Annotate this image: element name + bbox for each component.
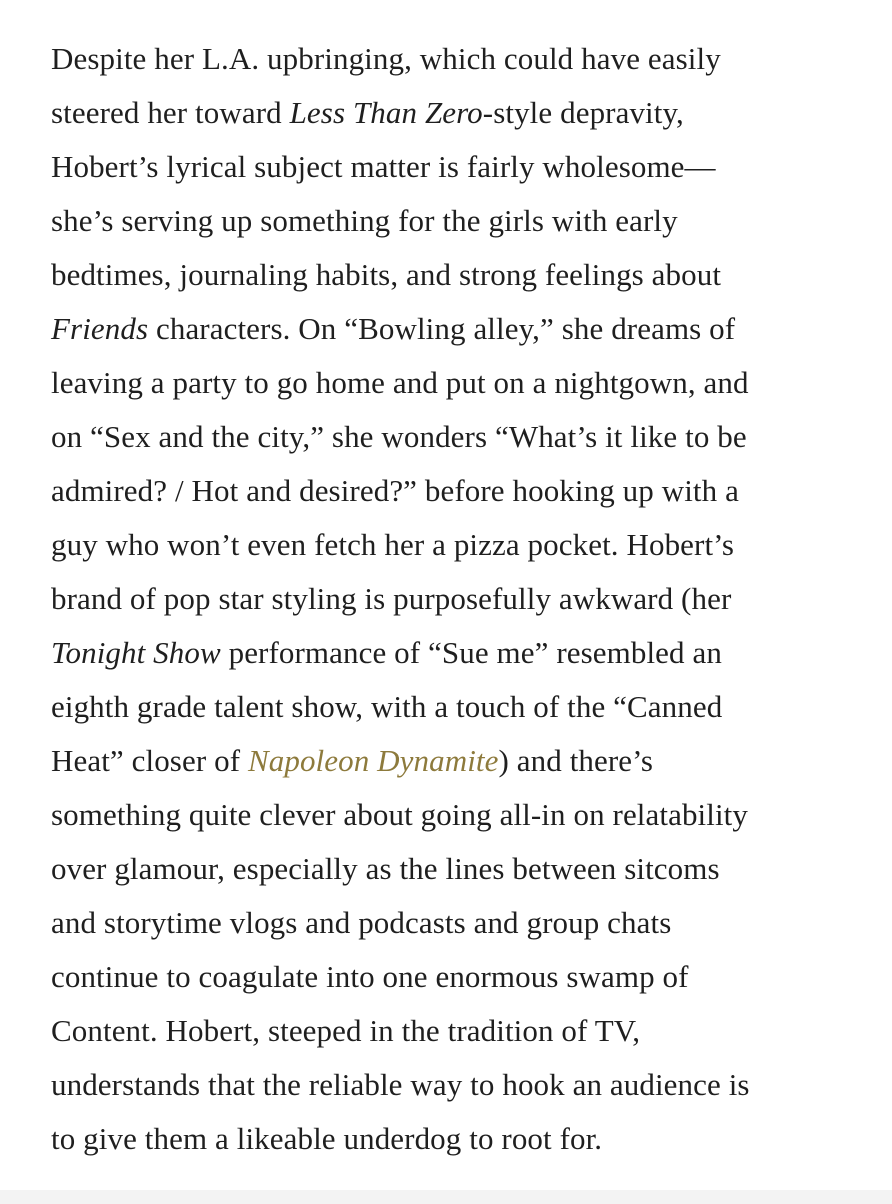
paragraph-line (51, 410, 851, 464)
text-run: eighth grade talent show, with a touch of the “Canned (51, 689, 723, 724)
paragraph-line (51, 194, 851, 248)
text-run: she’s serving up something for the girls with early (51, 203, 678, 238)
paragraph-line (51, 788, 851, 842)
text-run: Hobert’s lyrical subject matter is fairly wholesome— (51, 149, 716, 184)
paragraph-line (51, 680, 851, 734)
text-run: bedtimes, journaling habits, and strong feelings about (51, 257, 722, 292)
paragraph-line (51, 86, 851, 140)
paragraph-line (51, 248, 851, 302)
paragraph-line (51, 1112, 851, 1166)
paragraph-line (51, 356, 851, 410)
text-run: continue to coagulate into one enormous swamp of (51, 959, 689, 994)
paragraph-line (51, 572, 851, 626)
text-run: leaving a party to go home and put on a nightgown, and (51, 365, 749, 400)
text-run: on “Sex and the city,” she wonders “What’s it like to be (51, 419, 747, 454)
page-bottom-strip (0, 1190, 892, 1204)
paragraph-line (51, 140, 851, 194)
italic-title: Less Than Zero (289, 95, 483, 130)
text-run: over glamour, especially as the lines between sitcoms (51, 851, 720, 886)
text-run: -style depravity, (482, 95, 684, 130)
article-paragraph (51, 32, 851, 1166)
text-run: performance of “Sue me” resembled an (220, 635, 722, 670)
text-run: guy who won’t even fetch her a pizza pocket. Hobert’s (51, 527, 735, 562)
text-run: Content. Hobert, steeped in the tradition of TV, (51, 1013, 641, 1048)
text-run: and storytime vlogs and podcasts and group chats (51, 905, 672, 940)
paragraph-line (51, 464, 851, 518)
text-run: characters. On “Bowling alley,” she dreams of (148, 311, 736, 346)
paragraph-line (51, 842, 851, 896)
italic-title: Friends (51, 311, 149, 346)
paragraph-line (51, 302, 851, 356)
paragraph-line (51, 626, 851, 680)
text-run: steered her toward (51, 95, 290, 130)
text-run: brand of pop star styling is purposefully awkward (her (51, 581, 732, 616)
text-run: Despite her L.A. upbringing, which could have easily (51, 41, 721, 76)
paragraph-line (51, 518, 851, 572)
paragraph-line (51, 1058, 851, 1112)
paragraph-line (51, 950, 851, 1004)
paragraph-line (51, 734, 851, 788)
text-run: something quite clever about going all-in on relatability (51, 797, 748, 832)
text-run: understands that the reliable way to hook an audience is (51, 1067, 750, 1102)
paragraph-line (51, 1004, 851, 1058)
paragraph-line (51, 896, 851, 950)
film-title-link[interactable]: Napoleon Dynamite (247, 743, 499, 778)
text-run: Heat” closer of (51, 743, 248, 778)
text-run: ) and there’s (498, 743, 654, 778)
text-run: admired? / Hot and desired?” before hooking up with a (51, 473, 739, 508)
italic-title: Tonight Show (51, 635, 221, 670)
paragraph-line (51, 32, 851, 86)
text-run: to give them a likeable underdog to root for. (51, 1121, 603, 1156)
